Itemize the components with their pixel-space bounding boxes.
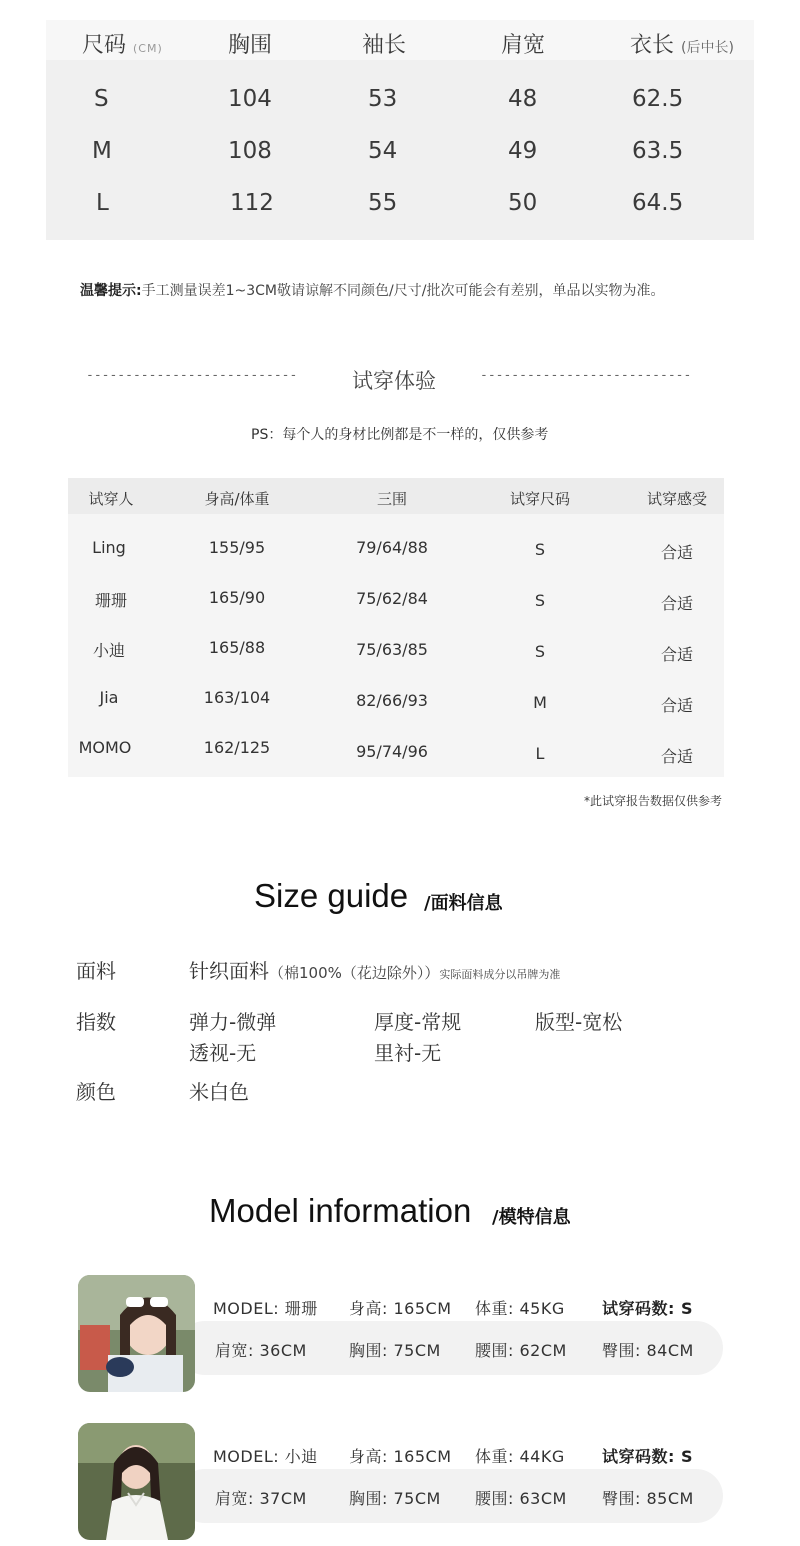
header-length-note: (后中长): [681, 40, 734, 56]
model-weight: 体重: 44KG: [475, 1447, 565, 1466]
size-table: [46, 20, 754, 240]
tester-cell: MOMO: [78, 738, 132, 757]
model-name: MODEL: 珊珊: [213, 1299, 318, 1318]
index-thickness: 厚度-常规: [374, 1010, 462, 1034]
try-on-footnote: *此试穿报告数据仅供参考: [583, 794, 722, 808]
warm-tip-label: 温馨提示:: [80, 283, 142, 299]
size-guide-subtitle: /面料信息: [424, 893, 503, 914]
try-size-cell: S: [534, 642, 546, 661]
model-waist: 腰围: 63CM: [475, 1489, 567, 1508]
model-card: [78, 1275, 728, 1395]
color-value: 米白色: [189, 1080, 249, 1104]
measurements-cell: 82/66/93: [356, 691, 428, 710]
header-tester: 试穿人: [88, 490, 134, 508]
length-cell: 63.5: [632, 138, 684, 164]
measurements-cell: 79/64/88: [356, 538, 428, 557]
model-try-size: [602, 1296, 693, 1319]
length-cell: 64.5: [632, 190, 684, 216]
tester-cell: Ling: [92, 538, 126, 557]
model-height: 身高: 165CM: [349, 1447, 452, 1466]
model-weight: 体重: 45KG: [475, 1299, 565, 1318]
divider-right: ---------------------------: [480, 368, 692, 383]
index-elasticity: 弹力-微弹: [189, 1010, 277, 1034]
header-try-size: 试穿尺码: [509, 490, 571, 508]
feeling-cell: 合适: [660, 543, 694, 562]
measurements-cell: 75/62/84: [356, 589, 428, 608]
header-size: [82, 28, 163, 59]
index-label: 指数: [76, 1010, 116, 1034]
model-hip: 臀围: 84CM: [602, 1341, 694, 1360]
length-cell: 62.5: [632, 86, 684, 112]
header-sleeve: 袖长: [362, 33, 407, 58]
color-label: 颜色: [76, 1080, 116, 1104]
feeling-cell: 合适: [660, 696, 694, 715]
measurements-cell: 95/74/96: [356, 742, 428, 761]
bust-cell: 108: [228, 138, 272, 164]
model-photo: [78, 1423, 195, 1540]
fabric-note: 实际面料成分以吊牌为准: [439, 968, 561, 981]
model-photo: [78, 1275, 195, 1392]
try-size-cell: L: [535, 744, 545, 763]
try-size-cell: S: [534, 591, 546, 610]
measurements-cell: 75/63/85: [356, 640, 428, 659]
fabric-detail: （棉100%（花边除外））: [269, 964, 440, 982]
feeling-cell: 合适: [660, 645, 694, 664]
index-fit: 版型-宽松: [535, 1010, 623, 1034]
model-card: [78, 1423, 728, 1543]
model-try-size-text: 试穿码数: S: [602, 1447, 693, 1466]
fabric-value-text: 针织面料: [189, 959, 269, 983]
header-length: [630, 28, 734, 59]
height-weight-cell: 165/88: [208, 638, 266, 657]
try-on-table: [68, 478, 724, 777]
size-cell: M: [92, 138, 112, 164]
model-bust: 胸围: 75CM: [349, 1489, 441, 1508]
divider-left: ---------------------------: [86, 368, 298, 383]
model-height: 身高: 165CM: [349, 1299, 452, 1318]
tester-cell: 珊珊: [94, 591, 128, 610]
model-name: MODEL: 小迪: [213, 1447, 318, 1466]
model-try-size-text: 试穿码数: S: [602, 1299, 693, 1318]
model-shoulder: 肩宽: 37CM: [215, 1489, 307, 1508]
shoulder-cell: 50: [508, 190, 538, 216]
sleeve-cell: 55: [368, 190, 398, 216]
model-bust: 胸围: 75CM: [349, 1341, 441, 1360]
tester-cell: Jia: [99, 688, 119, 707]
bust-cell: 112: [230, 190, 274, 216]
fabric-label: 面料: [76, 959, 116, 983]
header-size-unit: (CM): [133, 42, 163, 55]
tester-cell: 小迪: [92, 641, 126, 660]
model-photo-image: [78, 1275, 195, 1392]
header-feeling: 试穿感受: [646, 490, 708, 508]
header-length-label: 衣长: [630, 33, 675, 58]
bust-cell: 104: [228, 86, 272, 112]
header-measurements: 三围: [376, 490, 408, 508]
model-try-size: [602, 1444, 693, 1467]
try-on-title: 试穿体验: [352, 369, 436, 393]
try-on-note: PS：每个人的身材比例都是不一样的，仅供参考: [251, 427, 549, 443]
header-size-label: 尺码: [82, 33, 127, 58]
height-weight-cell: 163/104: [203, 688, 271, 707]
model-shoulder: 肩宽: 36CM: [215, 1341, 307, 1360]
fabric-value: [189, 955, 560, 984]
warm-tip-text: 手工测量误差1~3CM敬请谅解不同颜色/尺寸/批次可能会有差别，单品以实物为准。: [141, 283, 665, 299]
model-info-title: Model information: [209, 1192, 472, 1229]
sleeve-cell: 53: [368, 86, 398, 112]
warm-tip: [80, 280, 664, 300]
feeling-cell: 合适: [660, 594, 694, 613]
height-weight-cell: 155/95: [208, 538, 266, 557]
header-bust: 胸围: [228, 33, 273, 58]
try-size-cell: S: [534, 540, 546, 559]
model-photo-image: [78, 1423, 195, 1540]
index-lining: 里衬-无: [374, 1041, 442, 1065]
index-transparency: 透视-无: [189, 1041, 257, 1065]
model-waist: 腰围: 62CM: [475, 1341, 567, 1360]
sleeve-cell: 54: [368, 138, 398, 164]
height-weight-cell: 165/90: [208, 588, 266, 607]
header-shoulder: 肩宽: [501, 33, 546, 58]
model-hip: 臀围: 85CM: [602, 1489, 694, 1508]
shoulder-cell: 49: [508, 138, 538, 164]
size-cell: S: [94, 86, 109, 112]
shoulder-cell: 48: [508, 86, 538, 112]
size-guide-title: Size guide: [254, 877, 409, 914]
model-info-subtitle: /模特信息: [492, 1207, 571, 1228]
feeling-cell: 合适: [660, 747, 694, 766]
header-height-weight: 身高/体重: [204, 490, 270, 508]
height-weight-cell: 162/125: [203, 738, 271, 757]
try-size-cell: M: [533, 693, 547, 712]
size-cell: L: [96, 190, 109, 216]
